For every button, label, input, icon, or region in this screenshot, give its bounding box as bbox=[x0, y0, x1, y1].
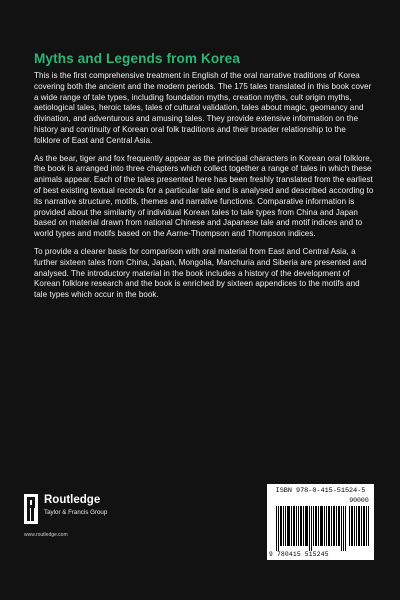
barcode-number: 9 780415 515245 bbox=[269, 551, 329, 558]
publisher-block bbox=[24, 494, 154, 544]
description-paragraph-3: To provide a clearer basis for comparison with oral material from East and Central Asia, a further sixteen tales from China, Japan, Mongolia, Manchuria and Siberia are presented and analysed. The introductory material in the book includes a history of the development of Korean folklore research and the book is enriched by sixteen appendices to the motifs and tale types which occur in the book. bbox=[34, 246, 367, 300]
description-paragraph-1: This is the first comprehensive treatment in English of the oral narrative traditions of Korea covering both the ancient and the modern periods. The 175 tales translated in this book cover a wide range of tale types, including foundation myths, creation myths, cult origin myths, aetiological tales, heroic tales, tales of cultural validation, tales about magic, geomancy and divination, and adventurous and amusing tales. They provide extensive information on the history and continuity of Korean oral folk traditions and their broader relationship to the folklore of East and Central Asia. bbox=[34, 71, 372, 145]
isbn-barcode-panel bbox=[267, 484, 374, 560]
publisher-url: www.routledge.com bbox=[24, 532, 68, 538]
barcode-main bbox=[276, 506, 346, 551]
book-title: Myths and Legends from Korea bbox=[34, 51, 240, 66]
publisher-group: Taylor & Francis Group bbox=[44, 509, 108, 516]
book-description bbox=[34, 71, 374, 308]
isbn-label: ISBN 978-0-415-51524-5 bbox=[275, 487, 366, 495]
publisher-name: Routledge bbox=[44, 494, 101, 506]
description-paragraph-2: As the bear, tiger and fox frequently appear as the principal characters in Korean oral folklore, the book is arranged into three chapters which collect together a range of tales in which these animals appear. Each of the tales presented here has been freshly translated from the earliest of best existing textual records for a particular tale and is analysed and described according to its narrative structure, motifs, themes and narrative functions. Comparative information is provided about the similarity of individual Korean tales to tale types from China and Japan based on material drawn from national Chinese and Japanese tale and motif indices and to world types and motifs based on the Aarne-Thompson and Thompson indices. bbox=[34, 153, 374, 239]
routledge-logo-icon bbox=[24, 494, 38, 524]
price-code: 90000 bbox=[349, 497, 369, 504]
barcode-addon bbox=[349, 506, 369, 546]
